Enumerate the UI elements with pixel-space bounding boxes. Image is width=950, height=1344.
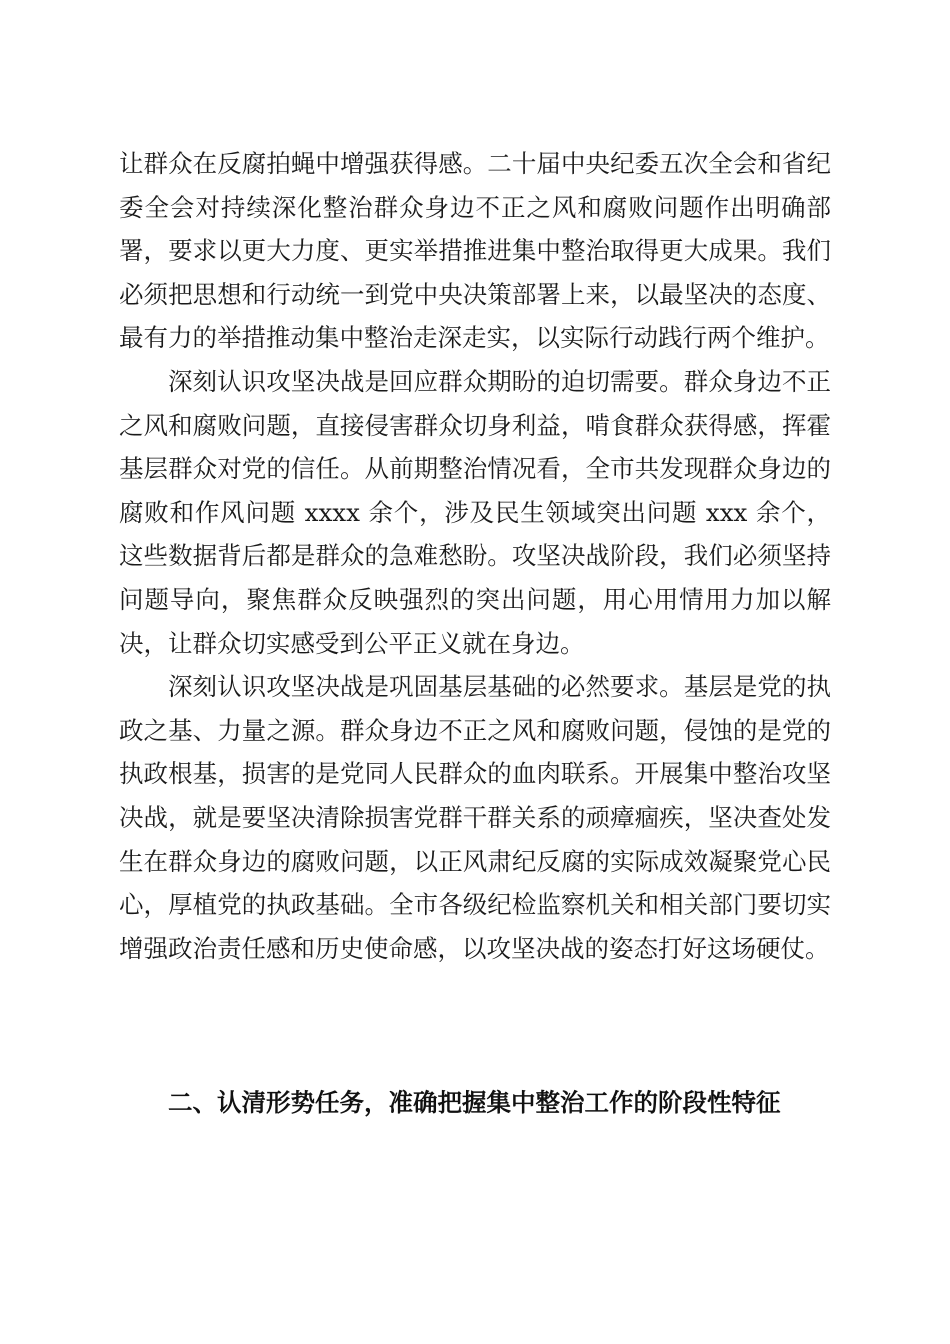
paragraph-public-expectations: 深刻认识攻坚决战是回应群众期盼的迫切需要。群众身边不正之风和腐败问题，直接侵害群众切身利益，啃食群众获得感，挥霍基层群众对党的信任。从前期整治情况看，全市共发现群众身边的腐败和作风问题 xxxx 余个，涉及民生领域突出问题 xxx 余个，这些数据背后都是群众的急难愁盼。攻坚决战阶段，我们必须坚持问题导向，聚焦群众反映强烈的突出问题，用心用情用力加以解决，让群众切实感受到公平正义就在身边。 <box>119 366 831 658</box>
paragraph-grassroots-foundation: 深刻认识攻坚决战是巩固基层基础的必然要求。基层是党的执政之基、力量之源。群众身边不正之风和腐败问题，侵蚀的是党的执政根基，损害的是党同人民群众的血肉联系。开展集中整治攻坚决战，就是要坚决清除损害党群干群关系的顽瘴痼疾，坚决查处发生在群众身边的腐败问题，以正风肃纪反腐的实际成效凝聚党心民心，厚植党的执政基础。全市各级纪检监察机关和相关部门要切实增强政治责任感和历史使命感，以攻坚决战的姿态打好这场硬仗。 <box>119 672 831 963</box>
document-body <box>119 142 831 970</box>
paragraph-continuation: 让群众在反腐拍蝇中增强获得感。二十届中央纪委五次全会和省纪委全会对持续深化整治群众身边不正之风和腐败问题作出明确部署，要求以更大力度、更实举措推进集中整治取得更大成果。我们必须把思想和行动统一到党中央决策部署上来，以最坚决的态度、最有力的举措推动集中整治走深走实，以实际行动践行两个维护。 <box>119 149 831 353</box>
section-heading: 二、认清形势任务，准确把握集中整治工作的阶段性特征 <box>168 1088 781 1117</box>
